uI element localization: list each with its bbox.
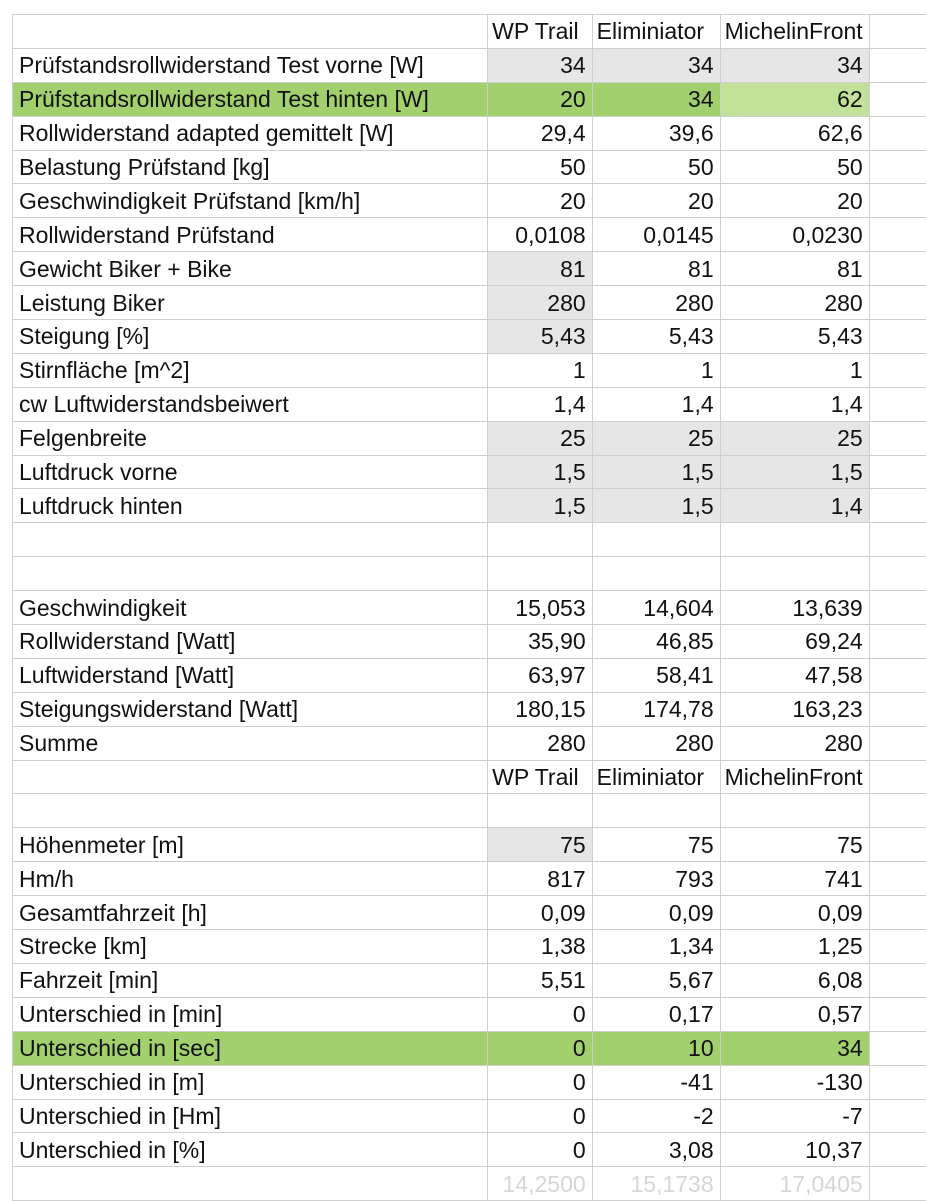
row-label[interactable]: Gewicht Biker + Bike xyxy=(13,252,488,286)
table-row xyxy=(13,963,926,997)
cell-value[interactable] xyxy=(488,557,593,591)
cell-value[interactable]: 3,08 xyxy=(592,1133,720,1167)
cell-empty[interactable] xyxy=(869,1065,926,1099)
cell-value[interactable]: 180,15 xyxy=(488,692,593,726)
cell-empty[interactable] xyxy=(869,150,926,184)
cell-empty[interactable] xyxy=(869,930,926,964)
cell-empty[interactable] xyxy=(869,1031,926,1065)
cell-value[interactable]: 1 xyxy=(488,353,593,387)
table-row xyxy=(13,48,926,82)
cell-value[interactable]: 20 xyxy=(592,184,720,218)
cell-value[interactable]: -41 xyxy=(592,1065,720,1099)
cell-blank[interactable] xyxy=(13,15,488,49)
table-row xyxy=(13,455,926,489)
cell-value[interactable]: 75 xyxy=(488,828,593,862)
row-label[interactable]: Rollwiderstand adapted gemittelt [W] xyxy=(13,116,488,150)
row-label[interactable]: Geschwindigkeit Prüfstand [km/h] xyxy=(13,184,488,218)
cell-value[interactable] xyxy=(488,794,593,828)
cell-value[interactable]: 0 xyxy=(488,997,593,1031)
cell-value[interactable]: 174,78 xyxy=(592,692,720,726)
cell-value[interactable]: 0,09 xyxy=(592,896,720,930)
cell-value[interactable]: 0,09 xyxy=(720,896,869,930)
cell-value[interactable]: 25 xyxy=(592,421,720,455)
cell-value[interactable]: 20 xyxy=(488,82,593,116)
cell-value[interactable]: 0 xyxy=(488,1099,593,1133)
cell-empty[interactable] xyxy=(869,760,926,794)
cell-empty[interactable] xyxy=(869,82,926,116)
table-row xyxy=(13,252,926,286)
spreadsheet-grid xyxy=(12,14,926,1201)
cell-value[interactable]: 75 xyxy=(720,828,869,862)
cell-value[interactable] xyxy=(592,557,720,591)
table-row xyxy=(13,116,926,150)
cell-value[interactable]: 1,25 xyxy=(720,930,869,964)
cell-value[interactable]: 1,38 xyxy=(488,930,593,964)
cell-value[interactable]: 62 xyxy=(720,82,869,116)
row-label[interactable]: Leistung Biker xyxy=(13,286,488,320)
cell-value[interactable]: 1,5 xyxy=(488,455,593,489)
cell-empty[interactable] xyxy=(869,15,926,49)
row-label[interactable] xyxy=(13,523,488,557)
cell-value[interactable]: 69,24 xyxy=(720,625,869,659)
cell-empty[interactable] xyxy=(869,557,926,591)
cell-value[interactable]: 17,0405 xyxy=(720,1167,869,1201)
cell-empty[interactable] xyxy=(869,523,926,557)
table-row xyxy=(13,1031,926,1065)
cell-value[interactable]: 81 xyxy=(592,252,720,286)
table-row xyxy=(13,896,926,930)
cell-value[interactable]: 1,34 xyxy=(592,930,720,964)
cell-value[interactable] xyxy=(720,557,869,591)
cell-empty[interactable] xyxy=(869,1099,926,1133)
row-label[interactable]: Geschwindigkeit xyxy=(13,591,488,625)
table-row xyxy=(13,353,926,387)
cell-value[interactable]: 0 xyxy=(488,1031,593,1065)
cell-blank[interactable] xyxy=(13,1167,488,1201)
cell-value[interactable]: 20 xyxy=(488,184,593,218)
table-row xyxy=(13,421,926,455)
header-row xyxy=(13,15,926,49)
cell-value[interactable]: 1,4 xyxy=(720,489,869,523)
cell-value[interactable]: 280 xyxy=(720,286,869,320)
cell-value[interactable]: 793 xyxy=(592,862,720,896)
cell-value[interactable]: 13,639 xyxy=(720,591,869,625)
cell-value[interactable]: 1 xyxy=(720,353,869,387)
column-header[interactable]: WP Trail xyxy=(488,760,593,794)
cell-value[interactable]: 741 xyxy=(720,862,869,896)
cell-value[interactable]: 75 xyxy=(592,828,720,862)
cell-empty[interactable] xyxy=(869,320,926,354)
cell-value[interactable]: 5,43 xyxy=(488,320,593,354)
cell-value[interactable] xyxy=(592,794,720,828)
cell-value[interactable] xyxy=(720,523,869,557)
cell-value[interactable]: 163,23 xyxy=(720,692,869,726)
cell-value[interactable]: 63,97 xyxy=(488,658,593,692)
column-header[interactable]: Eliminiator xyxy=(592,760,720,794)
row-label[interactable]: Belastung Prüfstand [kg] xyxy=(13,150,488,184)
cell-value[interactable]: 1,4 xyxy=(720,387,869,421)
cell-empty[interactable] xyxy=(869,997,926,1031)
cell-empty[interactable] xyxy=(869,591,926,625)
cell-empty[interactable] xyxy=(869,489,926,523)
cell-value[interactable]: 35,90 xyxy=(488,625,593,659)
row-label[interactable]: Prüfstandsrollwiderstand Test vorne [W] xyxy=(13,48,488,82)
row-label[interactable] xyxy=(13,557,488,591)
table-row xyxy=(13,320,926,354)
cell-value[interactable]: 34 xyxy=(720,48,869,82)
row-label[interactable]: Stirnfläche [m^2] xyxy=(13,353,488,387)
cell-value[interactable]: 15,1738 xyxy=(592,1167,720,1201)
cell-value[interactable]: 1,5 xyxy=(592,489,720,523)
cell-value[interactable]: 0,57 xyxy=(720,997,869,1031)
table-row xyxy=(13,591,926,625)
cell-value[interactable]: 25 xyxy=(720,421,869,455)
row-label[interactable]: Unterschied in [m] xyxy=(13,1065,488,1099)
cell-empty[interactable] xyxy=(869,726,926,760)
cell-value[interactable]: 0 xyxy=(488,1133,593,1167)
table-row xyxy=(13,1065,926,1099)
row-label[interactable]: Unterschied in [sec] xyxy=(13,1031,488,1065)
cell-value[interactable]: 5,43 xyxy=(720,320,869,354)
cell-empty[interactable] xyxy=(869,387,926,421)
cell-value[interactable]: 81 xyxy=(488,252,593,286)
column-header[interactable]: MichelinFront xyxy=(720,760,869,794)
cell-value[interactable]: 10 xyxy=(592,1031,720,1065)
cell-value[interactable]: 1 xyxy=(592,353,720,387)
cell-value[interactable]: 1,4 xyxy=(592,387,720,421)
cell-empty[interactable] xyxy=(869,658,926,692)
column-header[interactable]: WP Trail xyxy=(488,15,593,49)
cell-value[interactable]: 280 xyxy=(720,726,869,760)
cell-value[interactable]: 0 xyxy=(488,1065,593,1099)
cell-value[interactable]: 34 xyxy=(720,1031,869,1065)
table-row xyxy=(13,387,926,421)
cell-empty[interactable] xyxy=(869,794,926,828)
row-label[interactable]: Unterschied in [Hm] xyxy=(13,1099,488,1133)
cell-value[interactable]: 34 xyxy=(488,48,593,82)
cell-value[interactable]: 5,67 xyxy=(592,963,720,997)
cell-value[interactable]: 62,6 xyxy=(720,116,869,150)
row-label[interactable]: Strecke [km] xyxy=(13,930,488,964)
row-label[interactable]: Fahrzeit [min] xyxy=(13,963,488,997)
row-label[interactable]: Rollwiderstand Prüfstand xyxy=(13,218,488,252)
cell-value[interactable]: 5,43 xyxy=(592,320,720,354)
cell-empty[interactable] xyxy=(869,353,926,387)
row-label[interactable]: Rollwiderstand [Watt] xyxy=(13,625,488,659)
cell-value[interactable]: -130 xyxy=(720,1065,869,1099)
cell-value[interactable]: 20 xyxy=(720,184,869,218)
cell-value[interactable]: -7 xyxy=(720,1099,869,1133)
table-row xyxy=(13,692,926,726)
cell-value[interactable] xyxy=(592,523,720,557)
cell-value[interactable]: 46,85 xyxy=(592,625,720,659)
row-label[interactable]: Luftwiderstand [Watt] xyxy=(13,658,488,692)
cell-value[interactable]: 50 xyxy=(592,150,720,184)
cell-value[interactable]: 1,5 xyxy=(720,455,869,489)
row-label[interactable] xyxy=(13,794,488,828)
cell-value[interactable]: 50 xyxy=(720,150,869,184)
cell-blank[interactable] xyxy=(13,760,488,794)
cell-value[interactable]: 280 xyxy=(488,286,593,320)
cell-empty[interactable] xyxy=(869,48,926,82)
cell-empty[interactable] xyxy=(869,421,926,455)
table-row xyxy=(13,828,926,862)
cell-empty[interactable] xyxy=(869,286,926,320)
cell-empty[interactable] xyxy=(869,963,926,997)
table-row xyxy=(13,523,926,557)
cell-empty[interactable] xyxy=(869,1133,926,1167)
cell-value[interactable]: 15,053 xyxy=(488,591,593,625)
cell-empty[interactable] xyxy=(869,862,926,896)
table-row xyxy=(13,930,926,964)
row-label[interactable]: Luftdruck vorne xyxy=(13,455,488,489)
cell-value[interactable]: 280 xyxy=(488,726,593,760)
row-label[interactable]: cw Luftwiderstandsbeiwert xyxy=(13,387,488,421)
cell-empty[interactable] xyxy=(869,218,926,252)
partial-row xyxy=(13,1167,926,1201)
table-row xyxy=(13,82,926,116)
cell-empty[interactable] xyxy=(869,184,926,218)
cell-value[interactable]: 0,0145 xyxy=(592,218,720,252)
table-row xyxy=(13,184,926,218)
table-row xyxy=(13,489,926,523)
cell-empty[interactable] xyxy=(869,896,926,930)
table-row xyxy=(13,286,926,320)
row-label[interactable]: Felgenbreite xyxy=(13,421,488,455)
table-row xyxy=(13,557,926,591)
table-row xyxy=(13,794,926,828)
cell-empty[interactable] xyxy=(869,455,926,489)
row-label[interactable]: Gesamtfahrzeit [h] xyxy=(13,896,488,930)
cell-value[interactable]: 81 xyxy=(720,252,869,286)
cell-value[interactable]: 5,51 xyxy=(488,963,593,997)
row-label[interactable]: Steigungswiderstand [Watt] xyxy=(13,692,488,726)
row-label[interactable]: Summe xyxy=(13,726,488,760)
cell-value[interactable]: 1,5 xyxy=(488,489,593,523)
row-label[interactable]: Unterschied in [min] xyxy=(13,997,488,1031)
cell-value[interactable]: 58,41 xyxy=(592,658,720,692)
cell-empty[interactable] xyxy=(869,252,926,286)
cell-value[interactable]: 0,0230 xyxy=(720,218,869,252)
cell-value[interactable]: 817 xyxy=(488,862,593,896)
table-row xyxy=(13,862,926,896)
cell-value[interactable]: 0,09 xyxy=(488,896,593,930)
column-header[interactable]: Eliminiator xyxy=(592,15,720,49)
cell-value[interactable]: 1,4 xyxy=(488,387,593,421)
cell-value[interactable]: 14,2500 xyxy=(488,1167,593,1201)
row-label[interactable]: Luftdruck hinten xyxy=(13,489,488,523)
table-row xyxy=(13,625,926,659)
cell-value[interactable]: 34 xyxy=(592,48,720,82)
cell-empty[interactable] xyxy=(869,828,926,862)
row-label[interactable]: Hm/h xyxy=(13,862,488,896)
cell-value[interactable]: 29,4 xyxy=(488,116,593,150)
table-row xyxy=(13,658,926,692)
cell-value[interactable] xyxy=(720,794,869,828)
cell-value[interactable]: 6,08 xyxy=(720,963,869,997)
cell-value[interactable]: 50 xyxy=(488,150,593,184)
cell-value[interactable]: 39,6 xyxy=(592,116,720,150)
cell-empty[interactable] xyxy=(869,1167,926,1201)
cell-value[interactable]: 25 xyxy=(488,421,593,455)
column-header[interactable]: MichelinFront xyxy=(720,15,869,49)
cell-empty[interactable] xyxy=(869,692,926,726)
cell-value[interactable]: 14,604 xyxy=(592,591,720,625)
table-row xyxy=(13,1099,926,1133)
header-row xyxy=(13,760,926,794)
table-row xyxy=(13,997,926,1031)
cell-value[interactable]: 0,0108 xyxy=(488,218,593,252)
cell-value[interactable]: 1,5 xyxy=(592,455,720,489)
row-label[interactable]: Höhenmeter [m] xyxy=(13,828,488,862)
table-row xyxy=(13,1133,926,1167)
table-row xyxy=(13,726,926,760)
cell-value[interactable]: 280 xyxy=(592,286,720,320)
table-row xyxy=(13,218,926,252)
row-label[interactable]: Prüfstandsrollwiderstand Test hinten [W] xyxy=(13,82,488,116)
cell-value[interactable]: -2 xyxy=(592,1099,720,1133)
cell-empty[interactable] xyxy=(869,116,926,150)
cell-value[interactable]: 0,17 xyxy=(592,997,720,1031)
cell-empty[interactable] xyxy=(869,625,926,659)
cell-value[interactable]: 47,58 xyxy=(720,658,869,692)
cell-value[interactable]: 10,37 xyxy=(720,1133,869,1167)
cell-value[interactable]: 280 xyxy=(592,726,720,760)
cell-value[interactable]: 34 xyxy=(592,82,720,116)
row-label[interactable]: Unterschied in [%] xyxy=(13,1133,488,1167)
row-label[interactable]: Steigung [%] xyxy=(13,320,488,354)
spreadsheet-body xyxy=(13,15,926,1201)
cell-value[interactable] xyxy=(488,523,593,557)
table-row xyxy=(13,150,926,184)
